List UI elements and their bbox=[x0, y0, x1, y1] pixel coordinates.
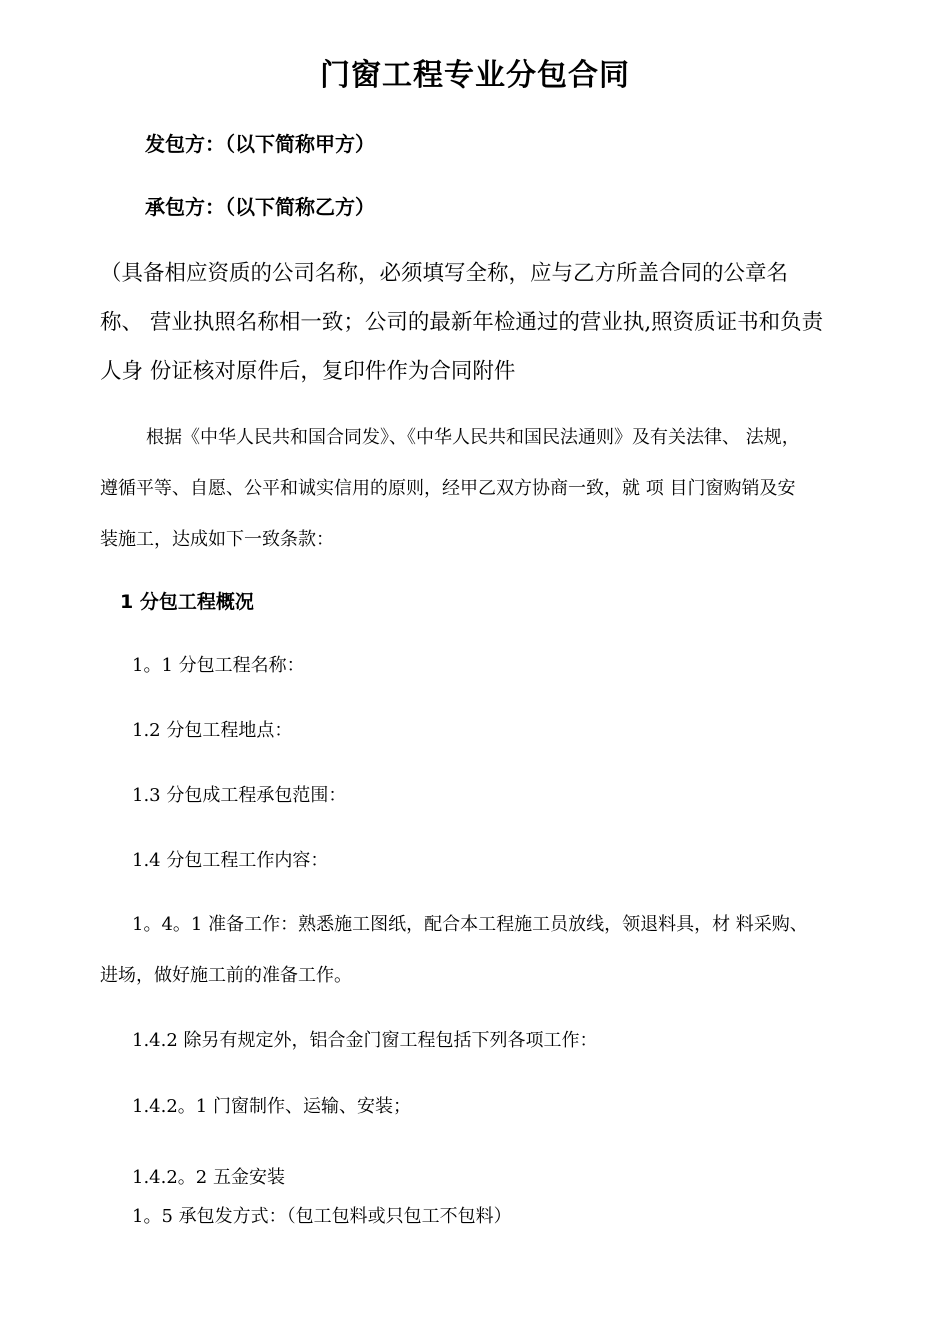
clause-1-4-2-2: 1.4.2。2 五金安装 bbox=[132, 1167, 285, 1188]
preamble-line-3: 装施工，达成如下一致条款： bbox=[100, 529, 334, 550]
party-a-line: 发包方：（以下简称甲方） bbox=[145, 132, 375, 156]
clause-1-4: 1.4 分包工程工作内容： bbox=[132, 850, 329, 871]
clause-1-4-2-1: 1.4.2。1 门窗制作、运输、安装； bbox=[132, 1096, 411, 1117]
party-b-line: 承包方：（以下简称乙方） bbox=[145, 195, 375, 219]
note-line-3: 人身 份证核对原件后，复印件作为合同附件 bbox=[100, 359, 516, 384]
preamble-line-2: 遵循平等、自愿、公平和诚实信用的原则，经甲乙双方协商一致，就 项 目门窗购销及安 bbox=[100, 478, 796, 499]
clause-1-5: 1。5 承包发方式：（包工包料或只包工不包料） bbox=[132, 1206, 512, 1227]
clause-1-4-2: 1.4.2 除另有规定外，铝合金门窗工程包括下列各项工作： bbox=[132, 1030, 598, 1051]
preamble-line-1: 根据《中华人民共和国合同发》、《中华人民共和国民法通则》及有关法律、 法规， bbox=[146, 427, 800, 448]
document-title: 门窗工程专业分包合同 bbox=[320, 58, 630, 93]
clause-1-1: 1。1 分包工程名称： bbox=[132, 655, 305, 676]
clause-1-4-1-line-2: 进场，做好施工前的准备工作。 bbox=[100, 965, 352, 986]
clause-1-4-1-line-1: 1。4。1 准备工作：熟悉施工图纸，配合本工程施工员放线，领退料具，材 料采购、 bbox=[132, 914, 808, 935]
note-line-1: （具备相应资质的公司名称，必须填写全称，应与乙方所盖合同的公章名 bbox=[100, 261, 789, 286]
section-1-heading: 1 分包工程概况 bbox=[120, 591, 254, 613]
note-line-2: 称、 营业执照名称相一致；公司的最新年检通过的营业执,照资质证书和负责 bbox=[100, 310, 824, 335]
clause-1-3: 1.3 分包成工程承包范围： bbox=[132, 785, 347, 806]
clause-1-2: 1.2 分包工程地点： bbox=[132, 720, 293, 741]
